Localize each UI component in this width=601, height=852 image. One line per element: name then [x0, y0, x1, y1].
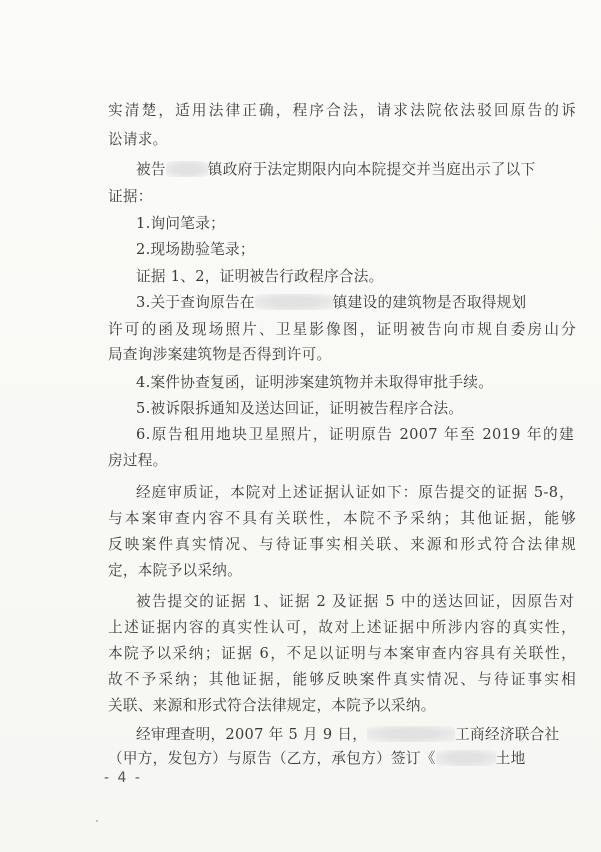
- text-line: [108, 508, 576, 530]
- text-line: [136, 724, 559, 746]
- text-line: [108, 186, 153, 208]
- text-segment: 与本案审查内容不具有关联性，本院不予采纳；其他证据，能够: [108, 510, 576, 527]
- text-segment: 房过程。: [108, 452, 168, 469]
- text-segment: 反映案件真实情况、与待证事实相关联、来源和形式符合法律规: [108, 536, 576, 553]
- text-segment: 4.案件协查复函，证明涉案建筑物并未取得审批手续。: [136, 374, 494, 391]
- text-segment: 局查询涉案建筑物是否得到许可。: [108, 346, 332, 363]
- text-segment: （甲方，发包方）与原告（乙方，承包方）签订《: [108, 750, 436, 767]
- text-segment: 许可的函及现场照片、卫星影像图，证明被告向市规自委房山分: [108, 321, 576, 338]
- text-segment: 6.原告租用地块卫星照片，证明原告 2007 年至 2019 年的建: [136, 426, 574, 443]
- text-segment: 1.询问笔录；: [136, 215, 225, 232]
- text-line: [108, 617, 576, 639]
- text-line: [108, 344, 331, 366]
- redacted-name: [367, 726, 455, 742]
- text-segment: 定，本院予以采纳。: [108, 562, 243, 579]
- text-line: [136, 482, 574, 504]
- text-line: [108, 319, 576, 341]
- text-line: [136, 266, 384, 288]
- text-segment: 证据 1、2，证明被告行政程序合法。: [136, 268, 384, 285]
- text-line: [108, 643, 576, 665]
- text-segment: 本院予以采纳；证据 6，不足以证明与本案审查内容具有关联性，: [108, 645, 576, 662]
- text-line: [136, 292, 526, 314]
- text-line: [108, 100, 576, 122]
- text-segment: 镇政府于法定期限内向本院提交并当庭出示了以下: [207, 161, 536, 178]
- text-segment: 5.被诉限拆通知及送达回证，证明被告程序合法。: [136, 400, 464, 417]
- text-segment: 被告: [136, 161, 166, 178]
- text-segment: 实清楚，适用法律正确，程序合法，请求法院依法驳回原告的诉: [108, 102, 576, 119]
- text-line: [108, 560, 242, 582]
- text-line: [136, 159, 535, 181]
- text-line: [108, 748, 525, 770]
- page-number: - 4 -: [104, 770, 142, 786]
- text-segment: 上述证据内容的真实性认可，故对上述证据中所涉内容的真实性，: [108, 619, 576, 636]
- text-line: [136, 372, 493, 394]
- redacted-name: [436, 750, 496, 766]
- text-line: [136, 213, 225, 235]
- text-segment: 被告提交的证据 1、证据 2 及证据 5 中的送达回证，因原告对: [136, 593, 574, 610]
- text-segment: 经审理查明，2007 年 5 月 9 日，: [136, 726, 368, 743]
- text-segment: 工商经济联合社: [455, 726, 560, 743]
- text-line: [108, 669, 576, 691]
- text-segment: 3.关于查询原告在: [136, 294, 255, 311]
- paper-speck: [96, 820, 98, 822]
- text-segment: 关联、来源和形式符合法律规定，本院予以采纳。: [108, 697, 436, 714]
- text-segment: 讼请求。: [108, 131, 168, 148]
- text-segment: 2.现场勘验笔录；: [136, 241, 255, 258]
- text-segment: 故不予采纳；其他证据，能够反映案件真实情况、与待证事实相: [108, 671, 576, 688]
- redacted-name: [166, 161, 208, 177]
- text-segment: 土地: [495, 750, 526, 767]
- text-line: [136, 424, 574, 446]
- text-line: [108, 450, 168, 472]
- text-line: [136, 398, 463, 420]
- text-line: [108, 129, 168, 151]
- text-segment: 镇建设的建筑物是否取得规划: [332, 294, 527, 311]
- text-segment: 经庭审质证，本院对上述证据认证如下：原告提交的证据 5-8，: [136, 484, 574, 501]
- text-line: [108, 695, 436, 717]
- text-segment: 证据：: [108, 188, 153, 205]
- text-line: [136, 591, 574, 613]
- redacted-name: [255, 294, 333, 310]
- text-line: [108, 534, 576, 556]
- text-line: [136, 239, 255, 261]
